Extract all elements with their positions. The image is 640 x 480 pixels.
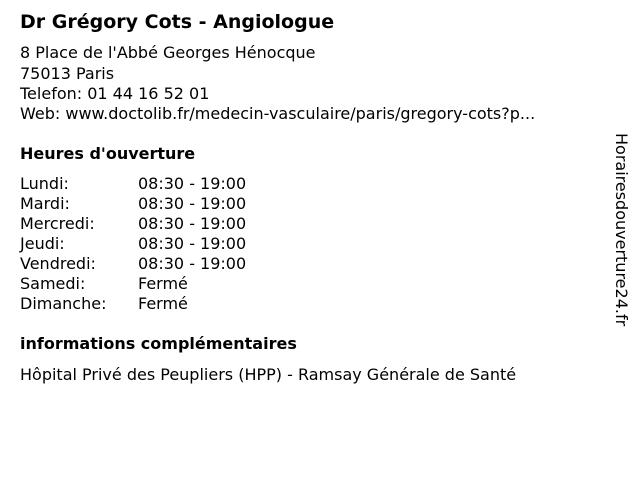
hours-row-wednesday: [20, 214, 246, 234]
hours-time: Fermé: [138, 274, 188, 293]
phone-link[interactable]: 01 44 16 52 01: [87, 84, 210, 103]
site-watermark: Horairesdouverture24.fr: [612, 133, 631, 327]
hours-row-monday: [20, 174, 246, 194]
opening-hours-heading: Heures d'ouverture: [20, 144, 196, 163]
web-label: Web:: [20, 104, 61, 123]
hours-time: 08:30 - 19:00: [138, 214, 247, 233]
hours-row-tuesday: [20, 194, 246, 214]
hours-day: Mercredi:: [20, 214, 95, 233]
phone-row: [20, 84, 209, 104]
phone-label: Telefon:: [20, 84, 83, 103]
hours-time: 08:30 - 19:00: [138, 174, 247, 193]
address-line-street: 8 Place de l'Abbé Georges Hénocque: [20, 43, 316, 62]
hours-day: Mardi:: [20, 194, 70, 213]
hours-day: Lundi:: [20, 174, 69, 193]
hours-day: Samedi:: [20, 274, 86, 293]
hours-row-friday: [20, 254, 246, 274]
address-line-city: 75013 Paris: [20, 64, 115, 83]
web-link[interactable]: www.doctolib.fr/medecin-vasculaire/paris/gregory-cots?p...: [65, 104, 536, 123]
opening-hours-list: [20, 174, 246, 314]
hours-day: Vendredi:: [20, 254, 96, 273]
hours-time: 08:30 - 19:00: [138, 254, 247, 273]
web-row: [20, 104, 535, 124]
hours-day: Dimanche:: [20, 294, 107, 313]
additional-info-text: Hôpital Privé des Peupliers (HPP) - Ramsay Générale de Santé: [20, 365, 517, 384]
hours-time: 08:30 - 19:00: [138, 234, 247, 253]
hours-day: Jeudi:: [20, 234, 65, 253]
hours-time: 08:30 - 19:00: [138, 194, 247, 213]
page-title: Dr Grégory Cots - Angiologue: [20, 11, 335, 33]
additional-info-heading: informations complémentaires: [20, 334, 297, 353]
hours-row-thursday: [20, 234, 246, 254]
hours-row-saturday: [20, 274, 246, 294]
hours-row-sunday: [20, 294, 246, 314]
hours-time: Fermé: [138, 294, 188, 313]
